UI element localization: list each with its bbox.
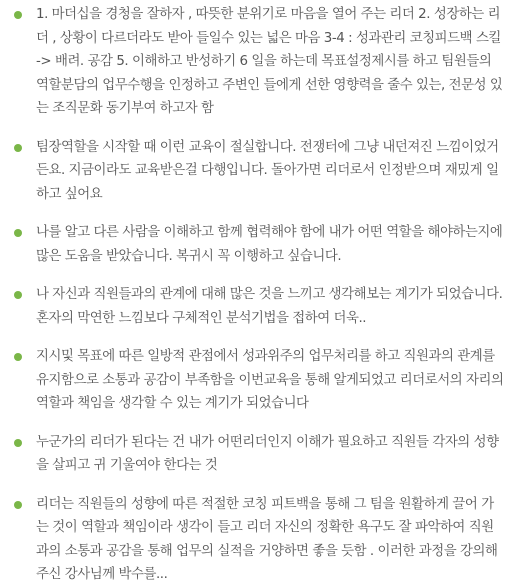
list-item xyxy=(14,221,505,268)
list-item xyxy=(14,136,505,207)
bullet-dot-icon xyxy=(14,11,22,19)
list-item xyxy=(14,345,505,416)
item-text: 지시및 목표에 따른 일방적 관점에서 성과위주의 업무처리를 하고 직원과의 관계를 유지함으로 소통과 공감이 부족함을 이번교육을 통해 알게되었고 리더로서의 자리의 역할과 책임을 생각할 수 있는 계기가 되었습니다 xyxy=(36,349,504,411)
item-text: 1. 마더십을 경청을 잘하자 , 따뜻한 분위기로 마음을 열어 주는 리더 2. 성장하는 리더 , 상황이 다르더라도 받아 들일수 있는 넓은 마음 3-4 : 성과관리 코칭피드백 스킬 -> 배려. 공감 5. 이해하고 반성하기 6 일을 하는데 목표설정제시를 하고 팀원들의 역할분담의 업무수행을 인정하고 주변인 들에게 선한 영향력을 줄수 있는, 전문성 있는 조직문화 동기부여 하고자 함 xyxy=(36,7,503,116)
item-text: 팀장역할을 시작할 때 이런 교육이 절실합니다. 전쟁터에 그냥 내던져진 느낌이었거든요. 지금이라도 교육받은걸 다행입니다. 돌아가면 리더로서 인정받으며 재밌게 일하고 싶어요 xyxy=(36,139,499,202)
bullet-dot-icon xyxy=(14,229,22,237)
list-item xyxy=(14,283,505,330)
item-text: 리더는 직원들의 성향에 따른 적절한 코칭 피트백을 통해 그 팀을 원활하게 끌어 가는 것이 역할과 책임이라 생각이 들고 리더 자신의 정확한 욕구도 잘 파악하여 직원과의 소통과 공감을 통해 업무의 실적을 거양하면 좋을 듯함 . 이러한 과정을 강의해주신 강사님께 박수를... xyxy=(36,496,498,582)
list-item xyxy=(14,431,505,478)
bullet-dot-icon xyxy=(14,501,22,509)
item-text: 나를 알고 다른 사람을 이해하고 함께 협력해야 함에 내가 어떤 역할을 해야하는지에 많은 도움을 받았습니다. 복귀시 꼭 이행하고 싶습니다. xyxy=(36,225,503,264)
bullet-dot-icon xyxy=(14,439,22,447)
list-item xyxy=(14,3,505,121)
bullet-dot-icon xyxy=(14,353,22,361)
list-item xyxy=(14,493,505,587)
item-text: 나 자신과 직원들과의 관계에 대해 많은 것을 느끼고 생각해보는 계기가 되었습니다. 혼자의 막연한 느낌보다 구체적인 분석기법을 접하여 더욱.. xyxy=(36,287,503,326)
bullet-dot-icon xyxy=(14,291,22,299)
item-text: 누군가의 리더가 된다는 건 내가 어떤리더인지 이해가 필요하고 직원들 각자의 성향을 살피고 귀 기울여야 한다는 것 xyxy=(36,434,499,473)
bullet-dot-icon xyxy=(14,144,22,152)
